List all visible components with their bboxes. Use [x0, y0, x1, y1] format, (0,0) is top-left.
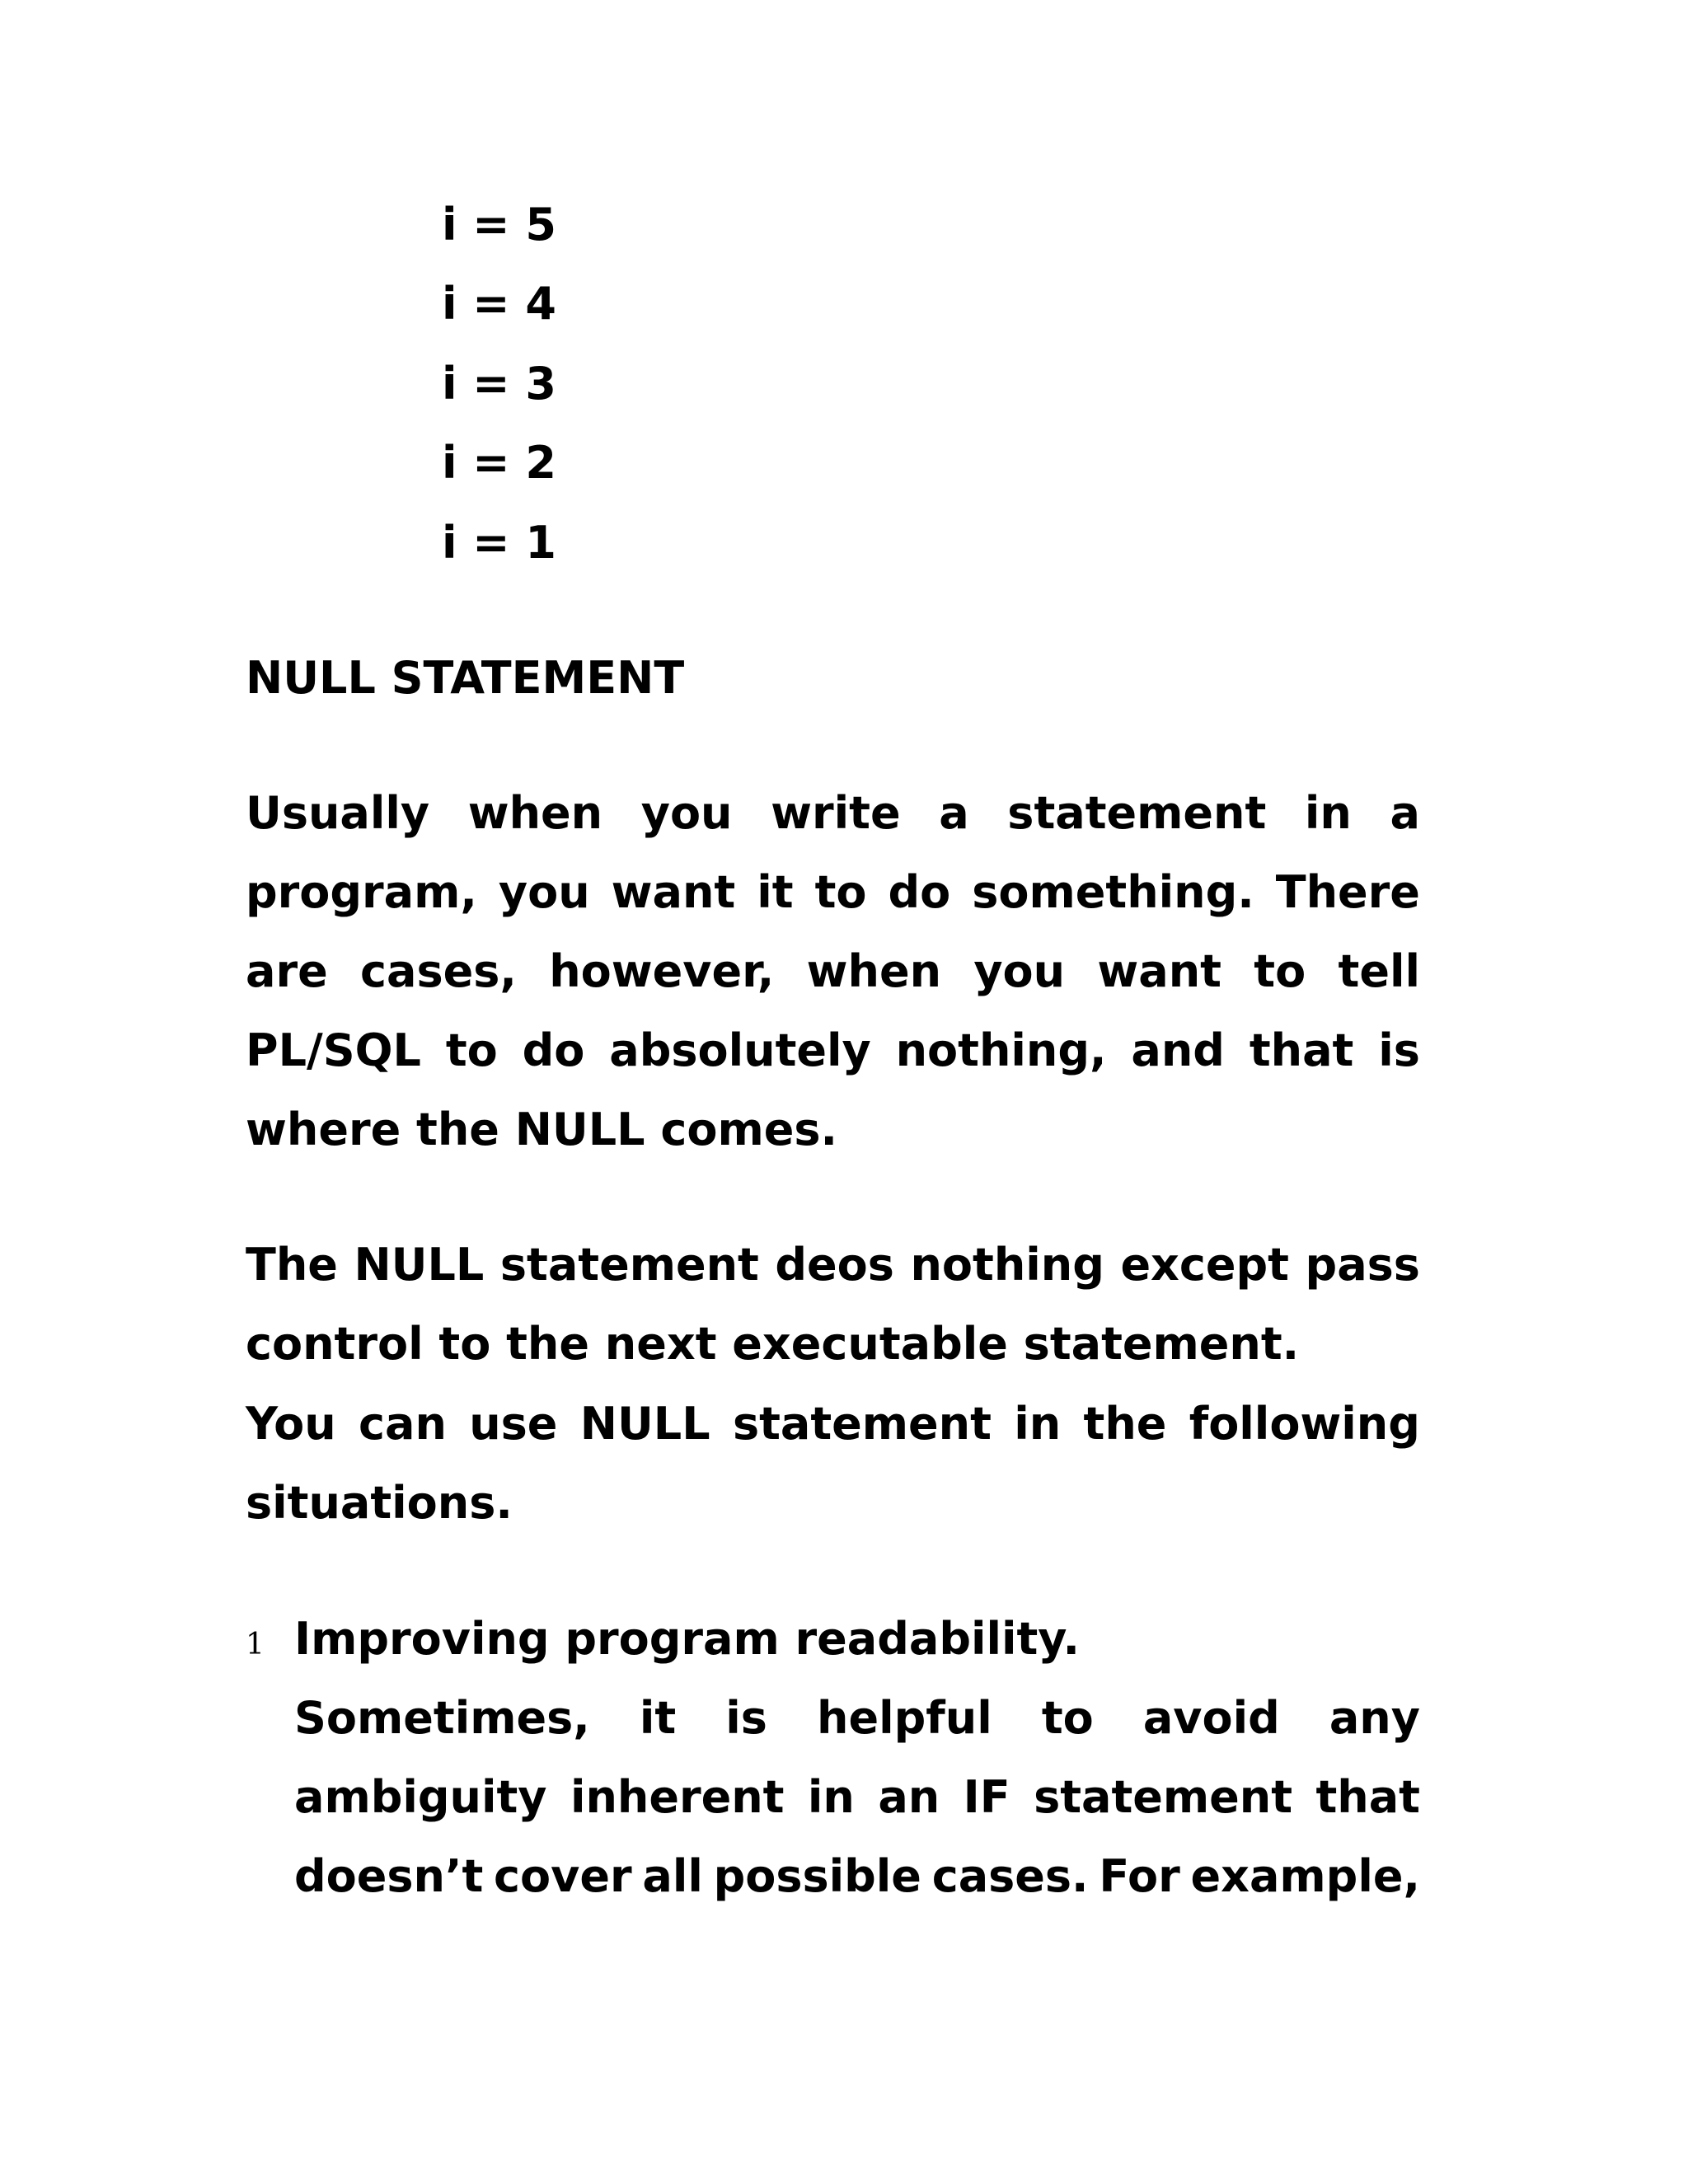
paragraph-line: where the NULL comes.: [246, 1104, 838, 1155]
word: NULL: [579, 1398, 710, 1450]
word: use: [469, 1398, 558, 1450]
word: can: [359, 1398, 447, 1450]
word: to: [445, 1024, 498, 1076]
paragraph-line: control to the next executable statement.: [246, 1318, 1300, 1370]
paragraph-line: [246, 787, 1420, 839]
output-line: i = 2: [442, 437, 556, 489]
word: when: [467, 787, 603, 839]
word: nothing: [910, 1239, 1104, 1291]
word: something.: [972, 866, 1254, 918]
list-item-line: [294, 1771, 1420, 1823]
word: do: [522, 1024, 585, 1076]
word: You: [246, 1398, 336, 1450]
word: For: [1099, 1850, 1180, 1902]
word: cases,: [360, 945, 517, 997]
word: you: [498, 866, 590, 918]
word: when: [806, 945, 942, 997]
word: cover: [494, 1850, 632, 1902]
word: statement: [499, 1239, 759, 1291]
paragraph-line: [246, 945, 1420, 997]
word: except: [1120, 1239, 1289, 1291]
word: IF: [963, 1771, 1010, 1823]
word: statement: [732, 1398, 992, 1450]
output-line: i = 4: [442, 278, 556, 330]
word: write: [771, 787, 901, 839]
word: to: [814, 866, 867, 918]
word: statement: [1007, 787, 1267, 839]
word: are: [246, 945, 328, 997]
output-line: i = 3: [442, 358, 556, 410]
word: doesn’t: [294, 1850, 484, 1902]
paragraph-line: situations.: [246, 1477, 513, 1529]
word: statement: [1034, 1771, 1293, 1823]
word: to: [1254, 945, 1306, 997]
word: in: [807, 1771, 855, 1823]
list-item-title: Improving program readability.: [294, 1613, 1081, 1665]
word: that: [1315, 1771, 1420, 1823]
word: the: [1083, 1398, 1167, 1450]
word: do: [888, 866, 951, 918]
section-heading: NULL STATEMENT: [246, 652, 685, 704]
word: an: [878, 1771, 940, 1823]
word: in: [1304, 787, 1352, 839]
word: is: [725, 1692, 767, 1744]
word: that: [1249, 1024, 1354, 1076]
list-item-line: [294, 1692, 1420, 1744]
output-line: i = 1: [442, 517, 556, 569]
word: following: [1189, 1398, 1420, 1450]
word: NULL: [354, 1239, 485, 1291]
word: you: [640, 787, 733, 839]
word: any: [1329, 1692, 1420, 1744]
word: it: [757, 866, 794, 918]
paragraph-line: [246, 1024, 1420, 1076]
list-number: 1: [246, 1628, 265, 1661]
word: program,: [246, 866, 477, 918]
paragraph-line: [246, 1398, 1420, 1450]
word: PL/SQL: [246, 1024, 421, 1076]
word: in: [1014, 1398, 1062, 1450]
word: nothing,: [895, 1024, 1107, 1076]
output-line: i = 5: [442, 199, 556, 251]
word: absolutely: [609, 1024, 871, 1076]
word: Sometimes,: [294, 1692, 590, 1744]
word: There: [1275, 866, 1420, 918]
word: ambiguity: [294, 1771, 547, 1823]
list-item-line: [294, 1850, 1420, 1902]
word: want: [611, 866, 736, 918]
word: want: [1097, 945, 1221, 997]
word: a: [939, 787, 969, 839]
word: pass: [1305, 1239, 1420, 1291]
word: all: [642, 1850, 703, 1902]
word: to: [1041, 1692, 1094, 1744]
word: tell: [1338, 945, 1420, 997]
word: Usually: [246, 787, 430, 839]
word: it: [639, 1692, 677, 1744]
word: deos: [775, 1239, 894, 1291]
word: is: [1378, 1024, 1420, 1076]
word: and: [1131, 1024, 1225, 1076]
word: example,: [1190, 1850, 1420, 1902]
word: avoid: [1142, 1692, 1280, 1744]
paragraph-line: [246, 1239, 1420, 1291]
word: cases.: [931, 1850, 1089, 1902]
word: helpful: [817, 1692, 992, 1744]
paragraph-line: [246, 866, 1420, 918]
word: inherent: [570, 1771, 785, 1823]
word: a: [1390, 787, 1420, 839]
word: possible: [713, 1850, 921, 1902]
word: you: [973, 945, 1066, 997]
word: however,: [549, 945, 775, 997]
word: The: [246, 1239, 338, 1291]
